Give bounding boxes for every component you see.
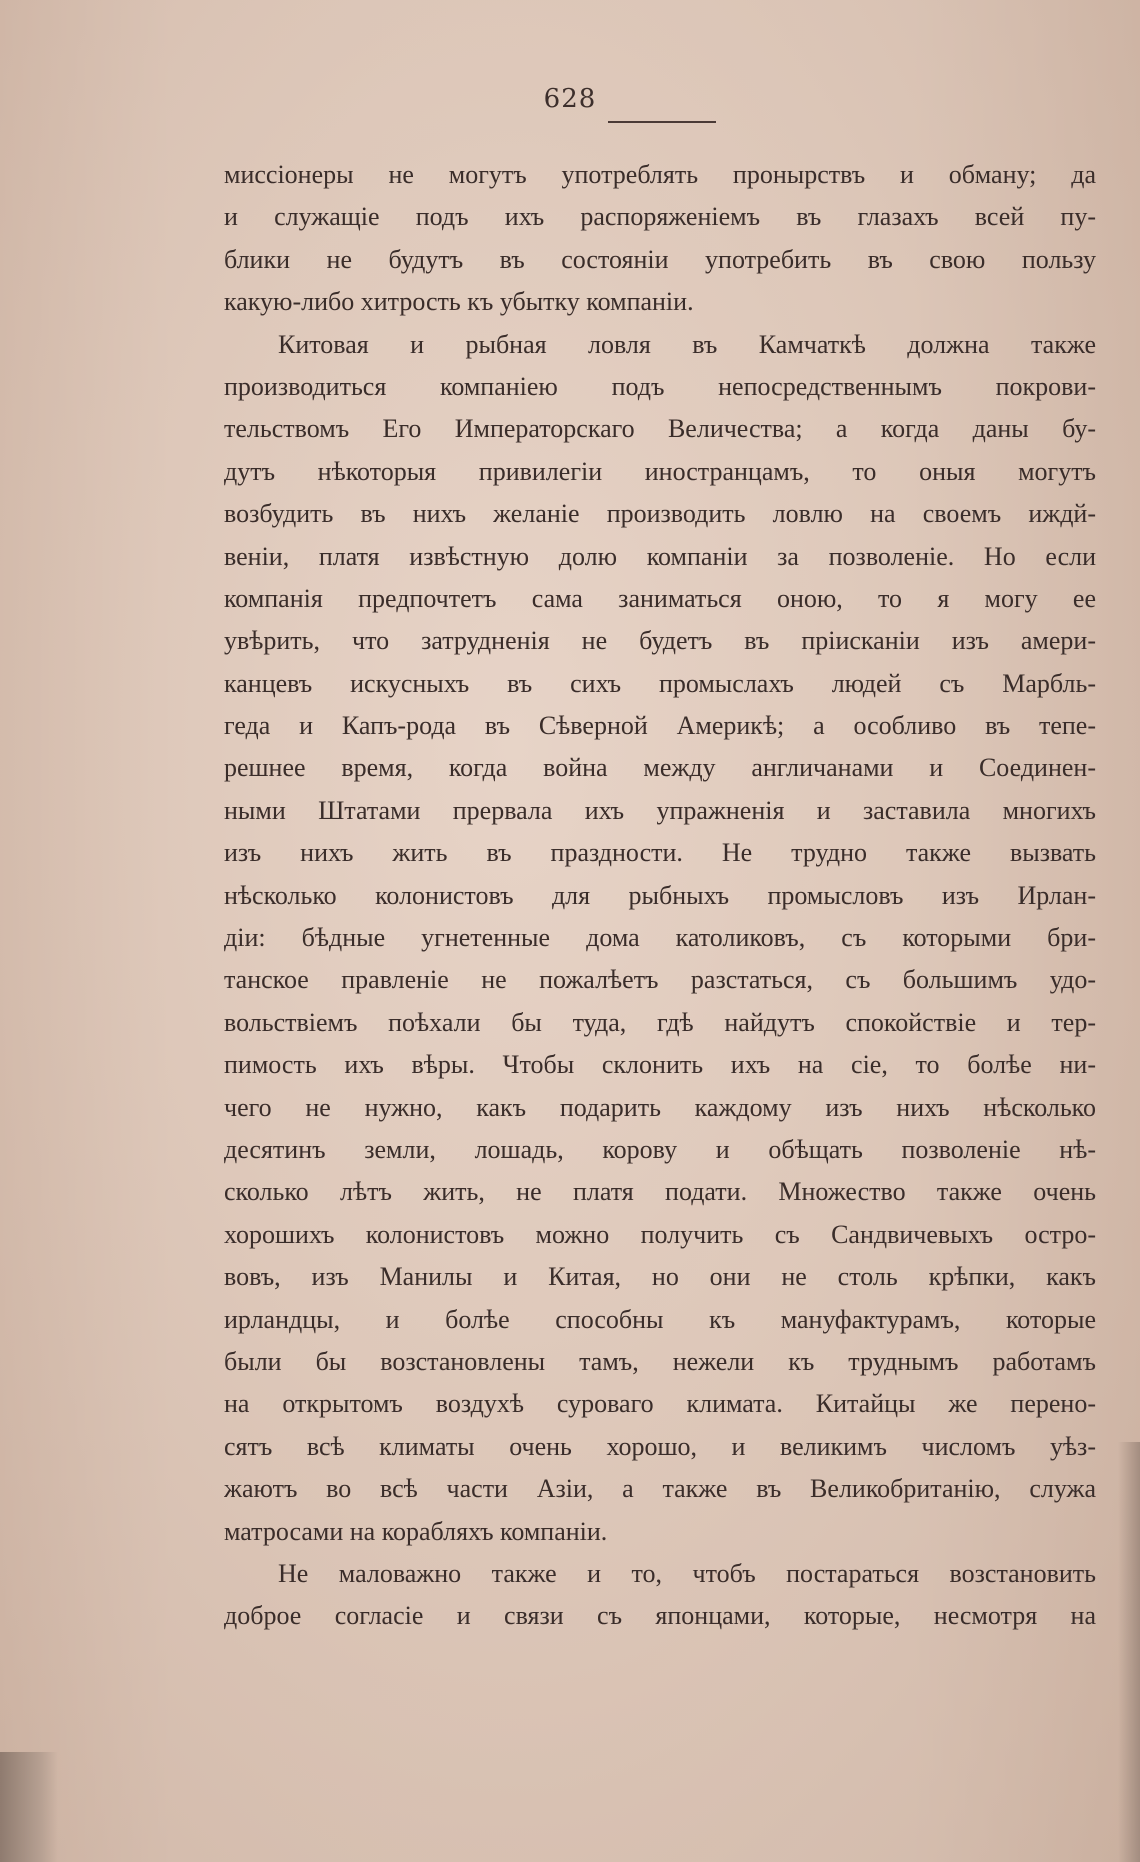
text-line: Китовая и рыбная ловля въ Камчаткѣ должна также bbox=[278, 329, 1096, 359]
text-line: матросами на корабляхъ компаніи. bbox=[224, 1516, 608, 1546]
text-line: доброе согласіе и связи съ японцами, которые, несмотря на bbox=[224, 1601, 1096, 1631]
text-line: ирландцы, и болѣе способны къ мануфактурамъ, которые bbox=[224, 1304, 1096, 1334]
scan-edge-shadow-left bbox=[0, 1752, 58, 1862]
text-line: танское правленіе не пожалѣетъ разстаться, съ большимъ удо- bbox=[224, 965, 1096, 995]
text-line: жаютъ во всѣ части Азіи, а также въ Великобританію, служа bbox=[224, 1474, 1096, 1504]
text-line: были бы возстановлены тамъ, нежели къ труднымъ работамъ bbox=[224, 1346, 1096, 1376]
text-line: геда и Капъ-рода въ Сѣверной Америкѣ; а особливо въ тепе- bbox=[224, 711, 1096, 741]
text-line: нѣсколько колонистовъ для рыбныхъ промысловъ изъ Ирлан- bbox=[224, 880, 1096, 910]
page-number-underline bbox=[608, 121, 716, 123]
scan-edge-shadow-right bbox=[1118, 1442, 1140, 1862]
text-line: вольствіемъ поѣхали бы туда, гдѣ найдутъ спокойствіе и тер- bbox=[224, 1007, 1096, 1037]
text-line: десятинъ земли, лошадь, корову и обѣщать позволеніе нѣ- bbox=[224, 1134, 1096, 1164]
text-line: ными Штатами прервала ихъ упражненія и заставила многихъ bbox=[224, 795, 1096, 825]
text-line: сятъ всѣ климаты очень хорошо, и великимъ числомъ уѣз- bbox=[224, 1431, 1096, 1461]
text-line: веніи, платя извѣстную долю компаніи за позволеніе. Но если bbox=[224, 541, 1096, 571]
text-line: дутъ нѣкоторыя привилегіи иностранцамъ, то оныя могутъ bbox=[224, 456, 1096, 486]
text-line: чего не нужно, какъ подарить каждому изъ нихъ нѣсколько bbox=[224, 1092, 1096, 1122]
text-line: на открытомъ воздухѣ суроваго климата. Китайцы же перено- bbox=[224, 1389, 1096, 1419]
text-line: производиться компаніею подъ непосредственнымъ покрови- bbox=[224, 371, 1096, 401]
text-line: миссіонеры не могутъ употреблять пронырствъ и обману; да bbox=[224, 160, 1096, 189]
text-line: компанія предпочтетъ сама заниматься оною, то я могу ее bbox=[224, 583, 1096, 613]
text-line: сколько лѣтъ жить, не платя подати. Множество также очень bbox=[224, 1177, 1096, 1207]
page-number: 628 bbox=[543, 84, 597, 114]
text-line: канцевъ искусныхъ въ сихъ промыслахъ людей съ Марбль- bbox=[224, 668, 1096, 698]
text-line: решнее время, когда война между англичанами и Соединен- bbox=[224, 753, 1096, 783]
text-line: увѣрить, что затрудненія не будетъ въ пріисканіи изъ амери- bbox=[224, 626, 1096, 656]
text-line: пимость ихъ вѣры. Чтобы склонить ихъ на сіе, то болѣе ни- bbox=[224, 1050, 1096, 1080]
text-line: изъ нихъ жить въ праздности. Не трудно также вызвать bbox=[224, 838, 1096, 868]
text-line: какую-либо хитрость къ убытку компаніи. bbox=[224, 287, 694, 317]
text-line: возбудить въ нихъ желаніе производить ловлю на своемъ иждй- bbox=[224, 499, 1096, 529]
text-line: хорошихъ колонистовъ можно получить съ Сандвичевыхъ остро- bbox=[224, 1219, 1096, 1249]
body-text bbox=[224, 154, 1096, 1638]
text-line: діи: бѣдные угнетенные дома католиковъ, съ которыми бри- bbox=[224, 923, 1096, 953]
text-line: вовъ, изъ Манилы и Китая, но они не столь крѣпки, какъ bbox=[224, 1262, 1096, 1292]
text-line: тельствомъ Его Императорскаго Величества; а когда даны бу- bbox=[224, 414, 1096, 444]
text-line: блики не будутъ въ состояніи употребить въ свою пользу bbox=[224, 244, 1096, 274]
text-line: Не маловажно также и то, чтобъ постараться возстановить bbox=[278, 1558, 1096, 1588]
text-line: и служащіе подъ ихъ распоряженіемъ въ глазахъ всей пу- bbox=[224, 202, 1096, 232]
